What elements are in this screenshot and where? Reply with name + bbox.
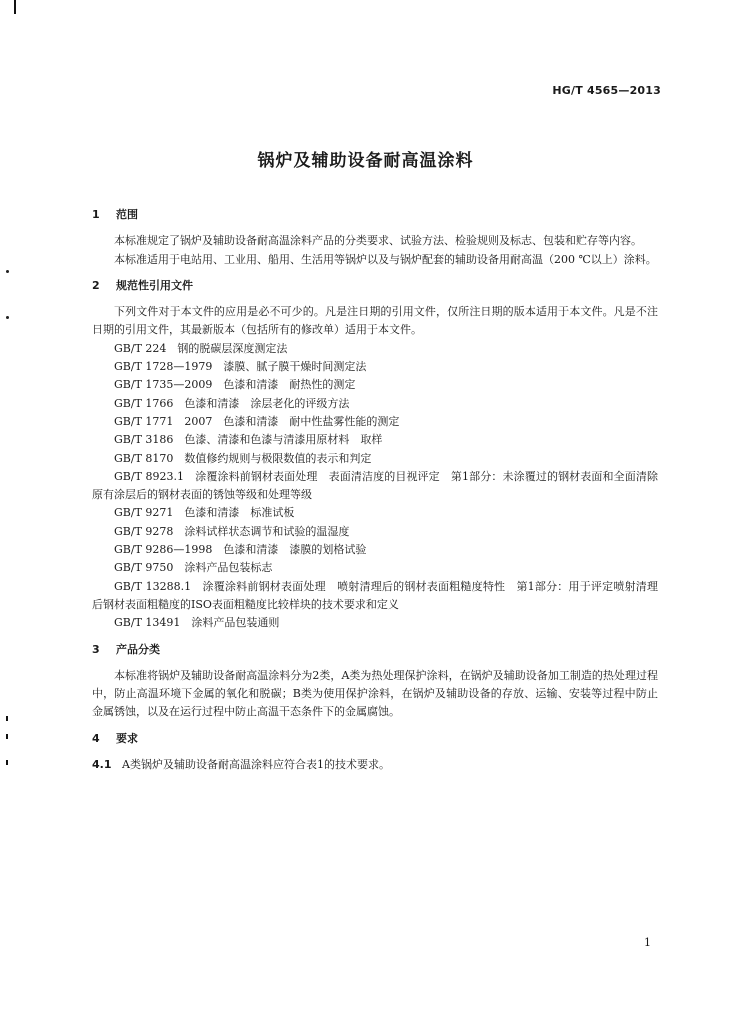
scan-mark bbox=[6, 734, 8, 739]
section-heading-classification bbox=[92, 641, 658, 659]
reference-item: GB/T 1735—2009 色漆和清漆 耐热性的测定 bbox=[114, 378, 356, 392]
section-title: 要求 bbox=[116, 731, 138, 745]
section-title: 规范性引用文件 bbox=[116, 278, 193, 292]
page-number: 1 bbox=[644, 936, 651, 949]
page-title: 锅炉及辅助设备耐高温涂料 bbox=[257, 151, 474, 171]
scan-mark bbox=[14, 0, 16, 14]
section-number: 1 bbox=[92, 208, 100, 221]
section-title: 范围 bbox=[116, 208, 138, 221]
reference-item: GB/T 9750 涂料产品包装标志 bbox=[114, 561, 273, 575]
clause-number: 4.1 bbox=[92, 758, 112, 772]
reference-item: GB/T 3186 色漆、清漆和色漆与清漆用原材料 取样 bbox=[114, 433, 383, 447]
clause-4-1 bbox=[92, 756, 658, 774]
reference-item: GB/T 9271 色漆和清漆 标准试板 bbox=[114, 506, 295, 520]
references-intro: 下列文件对于本文件的应用是必不可少的。凡是注日期的引用文件，仅所注日期的版本适用于本文件。凡是不注日期的引用文件，其最新版本（包括所有的修改单）适用于本文件。 bbox=[92, 305, 658, 337]
section-title: 产品分类 bbox=[116, 642, 160, 656]
document-body bbox=[92, 206, 658, 774]
reference-item: GB/T 1728—1979 漆膜、腻子膜干燥时间测定法 bbox=[114, 360, 367, 374]
clause-text: A类锅炉及辅助设备耐高温涂料应符合表1的技术要求。 bbox=[122, 758, 390, 772]
scope-paragraph: 本标准规定了锅炉及辅助设备耐高温涂料产品的分类要求、试验方法、检验规则及标志、包装和贮存等内容。 bbox=[114, 234, 642, 248]
section-heading-scope bbox=[92, 206, 658, 224]
reference-item: GB/T 1766 色漆和清漆 涂层老化的评级方法 bbox=[114, 396, 350, 410]
reference-item: GB/T 9286—1998 色漆和清漆 漆膜的划格试验 bbox=[114, 543, 367, 557]
section-number: 3 bbox=[92, 642, 100, 656]
reference-item: GB/T 13288.1 涂覆涂料前钢材表面处理 喷射清理后的钢材表面粗糙度特性 第1部分：用于评定喷射清理后钢材表面粗糙度的ISO表面粗糙度比较样块的技术要求和定义 bbox=[92, 579, 658, 611]
section-number: 4 bbox=[92, 731, 100, 745]
section-number: 2 bbox=[92, 278, 100, 292]
section-heading-references bbox=[92, 277, 658, 295]
reference-item: GB/T 224 钢的脱碳层深度测定法 bbox=[114, 341, 288, 355]
reference-item: GB/T 8170 数值修约规则与极限数值的表示和判定 bbox=[114, 451, 372, 465]
document-code: HG/T 4565—2013 bbox=[552, 84, 661, 97]
reference-item: GB/T 8923.1 涂覆涂料前钢材表面处理 表面清洁度的目视评定 第1部分：未涂覆过的钢材表面和全面清除原有涂层后的钢材表面的锈蚀等级和处理等级 bbox=[92, 469, 658, 502]
reference-item: GB/T 13491 涂料产品包装通则 bbox=[114, 616, 280, 630]
classification-paragraph: 本标准将锅炉及辅助设备耐高温涂料分为2类，A类为热处理保护涂料，在锅炉及辅助设备加工制造的热处理过程中，防止高温环境下金属的氧化和脱碳；B类为使用保护涂料，在锅炉及辅助设备的存放、运输、安装等过程中防止金属锈蚀，以及在运行过程中防止高温干态条件下的金属腐蚀。 bbox=[92, 668, 658, 719]
scope-paragraph: 本标准适用于电站用、工业用、船用、生活用等锅炉以及与锅炉配套的辅助设备用耐高温（200 ℃以上）涂料。 bbox=[114, 252, 657, 266]
scan-speck bbox=[6, 270, 9, 273]
reference-item: GB/T 9278 涂料试样状态调节和试验的温湿度 bbox=[114, 524, 350, 538]
scan-mark bbox=[6, 716, 8, 721]
scan-mark bbox=[6, 760, 8, 765]
reference-item: GB/T 1771 2007 色漆和清漆 耐中性盐雾性能的测定 bbox=[114, 414, 400, 428]
section-heading-requirements bbox=[92, 730, 658, 748]
scan-speck bbox=[6, 316, 9, 319]
